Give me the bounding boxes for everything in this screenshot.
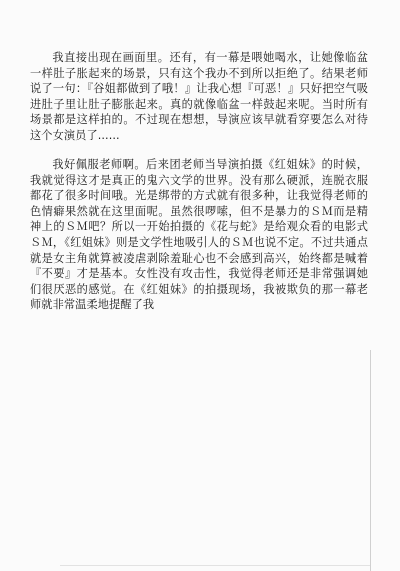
scan-edge-bottom — [60, 565, 370, 566]
paragraph-2 — [30, 157, 368, 313]
paragraph-2-text: 我好佩服老师啊。后来团老师当导演拍摄《红姐妹》的时候，我就觉得这才是真正的鬼六文学的世界。没有那么硬派，连脱衣服都花了很多时间哦。光是绑带的方式就有很多种，让我觉得老师的色情癖果然就在这里面呢。虽然很啰嗦，但不是暴力的ＳＭ而是精神上的ＳＭ吧？所以一开始拍摄的《花与蛇》是给观众看的电影式ＳＭ，《红姐妹》则是文学性地吸引人的ＳＭ也说不定。不过共通点就是女主角就算被凌虐剥除羞耻心也不会感到高兴，始终都是喊着『不要』才是基本。女性没有攻击性，我觉得老师还是非常强调她们很厌恶的感觉。在《红姐妹》的拍摄现场，我被欺负的那一幕老师就非常温柔地提醒了我 — [30, 158, 368, 312]
scan-edge-right — [370, 350, 371, 571]
paragraph-1 — [30, 50, 368, 144]
paragraph-1-text: 我直接出现在画面里。还有，有一幕是喂她喝水，让她像临盆一样肚子胀起来的场景，只有这个我办不到所以拒绝了。结果老师说了一句：『谷姐都做到了哦！』让我心想『可恶！』只好把空气吸进肚子里让肚子膨胀起来。真的就像临盆一样鼓起来呢。当时所有场景都是这样拍的。不过现在想想，导演应该早就看穿要怎么对待这个女演员了...... — [30, 51, 368, 142]
